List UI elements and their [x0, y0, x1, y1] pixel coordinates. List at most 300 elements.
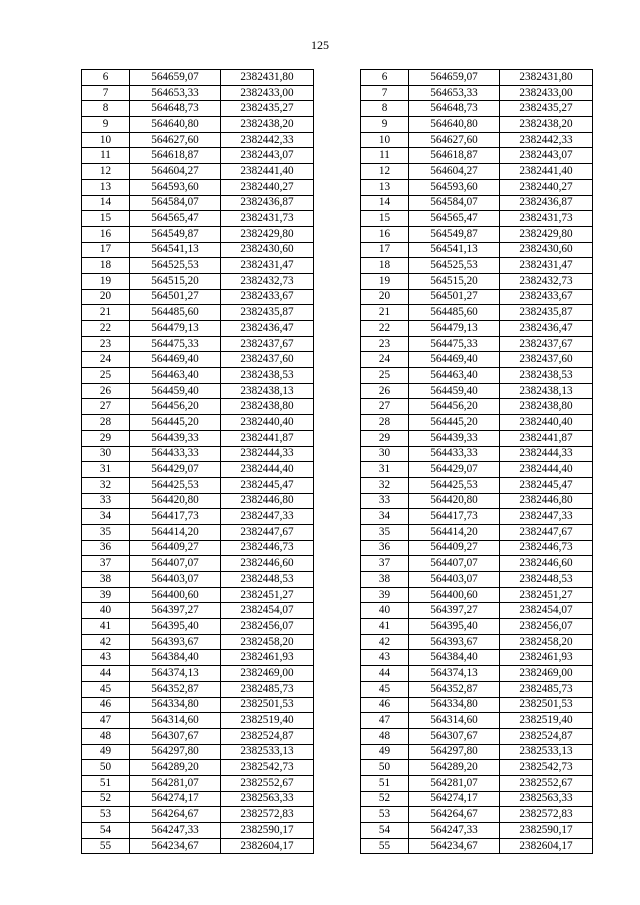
left-y-coordinate-cell: 2382444,40	[221, 462, 314, 478]
right-x-coordinate-cell: 564653,33	[409, 85, 500, 101]
right-point-number-cell: 50	[361, 760, 409, 776]
left-point-number-cell: 55	[82, 838, 130, 854]
right-point-number-cell: 11	[361, 148, 409, 164]
right-x-coordinate-cell: 564618,87	[409, 148, 500, 164]
right-y-coordinate-cell: 2382542,73	[500, 760, 593, 776]
left-point-number-cell: 53	[82, 807, 130, 823]
table-row	[82, 619, 593, 635]
right-y-coordinate-cell: 2382604,17	[500, 838, 593, 854]
table-row	[82, 634, 593, 650]
column-gap	[314, 603, 361, 619]
column-gap	[314, 132, 361, 148]
left-x-coordinate-cell: 564417,73	[130, 509, 221, 525]
column-gap	[314, 164, 361, 180]
table-row	[82, 164, 593, 180]
table-row	[82, 211, 593, 227]
table-row	[82, 101, 593, 117]
right-x-coordinate-cell: 564565,47	[409, 211, 500, 227]
column-gap	[314, 85, 361, 101]
left-point-number-cell: 38	[82, 572, 130, 588]
table-row	[82, 383, 593, 399]
left-x-coordinate-cell: 564352,87	[130, 681, 221, 697]
right-x-coordinate-cell: 564281,07	[409, 775, 500, 791]
left-x-coordinate-cell: 564425,53	[130, 477, 221, 493]
right-point-number-cell: 47	[361, 713, 409, 729]
left-point-number-cell: 24	[82, 352, 130, 368]
right-point-number-cell: 21	[361, 305, 409, 321]
column-gap	[314, 823, 361, 839]
table-row	[82, 603, 593, 619]
column-gap	[314, 697, 361, 713]
column-gap	[314, 415, 361, 431]
left-y-coordinate-cell: 2382433,00	[221, 85, 314, 101]
left-y-coordinate-cell: 2382438,53	[221, 368, 314, 384]
left-point-number-cell: 29	[82, 430, 130, 446]
left-y-coordinate-cell: 2382432,73	[221, 273, 314, 289]
table-row	[82, 446, 593, 462]
right-point-number-cell: 30	[361, 446, 409, 462]
table-row	[82, 728, 593, 744]
left-point-number-cell: 52	[82, 791, 130, 807]
column-gap	[314, 321, 361, 337]
right-point-number-cell: 52	[361, 791, 409, 807]
left-x-coordinate-cell: 564264,67	[130, 807, 221, 823]
right-point-number-cell: 22	[361, 321, 409, 337]
left-point-number-cell: 45	[82, 681, 130, 697]
left-y-coordinate-cell: 2382542,73	[221, 760, 314, 776]
left-x-coordinate-cell: 564469,40	[130, 352, 221, 368]
right-y-coordinate-cell: 2382456,07	[500, 619, 593, 635]
right-x-coordinate-cell: 564384,40	[409, 650, 500, 666]
right-x-coordinate-cell: 564247,33	[409, 823, 500, 839]
right-point-number-cell: 35	[361, 524, 409, 540]
column-gap	[314, 70, 361, 86]
right-x-coordinate-cell: 564420,80	[409, 493, 500, 509]
left-point-number-cell: 25	[82, 368, 130, 384]
left-point-number-cell: 20	[82, 289, 130, 305]
table-row	[82, 195, 593, 211]
left-x-coordinate-cell: 564289,20	[130, 760, 221, 776]
column-gap	[314, 666, 361, 682]
column-gap	[314, 117, 361, 133]
left-y-coordinate-cell: 2382429,80	[221, 226, 314, 242]
column-gap	[314, 775, 361, 791]
right-point-number-cell: 27	[361, 399, 409, 415]
column-gap	[314, 728, 361, 744]
left-point-number-cell: 32	[82, 477, 130, 493]
column-gap	[314, 305, 361, 321]
right-point-number-cell: 36	[361, 540, 409, 556]
left-y-coordinate-cell: 2382445,47	[221, 477, 314, 493]
right-y-coordinate-cell: 2382440,27	[500, 179, 593, 195]
right-y-coordinate-cell: 2382433,00	[500, 85, 593, 101]
right-x-coordinate-cell: 564475,33	[409, 336, 500, 352]
table-row	[82, 132, 593, 148]
right-point-number-cell: 26	[361, 383, 409, 399]
right-y-coordinate-cell: 2382533,13	[500, 744, 593, 760]
left-point-number-cell: 48	[82, 728, 130, 744]
left-y-coordinate-cell: 2382430,60	[221, 242, 314, 258]
table-row	[82, 650, 593, 666]
right-point-number-cell: 32	[361, 477, 409, 493]
left-x-coordinate-cell: 564307,67	[130, 728, 221, 744]
left-x-coordinate-cell: 564653,33	[130, 85, 221, 101]
left-x-coordinate-cell: 564400,60	[130, 587, 221, 603]
left-x-coordinate-cell: 564234,67	[130, 838, 221, 854]
table-row	[82, 273, 593, 289]
right-point-number-cell: 17	[361, 242, 409, 258]
right-y-coordinate-cell: 2382443,07	[500, 148, 593, 164]
left-x-coordinate-cell: 564456,20	[130, 399, 221, 415]
left-point-number-cell: 41	[82, 619, 130, 635]
right-y-coordinate-cell: 2382447,67	[500, 524, 593, 540]
right-y-coordinate-cell: 2382435,87	[500, 305, 593, 321]
left-x-coordinate-cell: 564409,27	[130, 540, 221, 556]
right-y-coordinate-cell: 2382438,13	[500, 383, 593, 399]
left-y-coordinate-cell: 2382590,17	[221, 823, 314, 839]
column-gap	[314, 226, 361, 242]
right-y-coordinate-cell: 2382448,53	[500, 572, 593, 588]
left-point-number-cell: 14	[82, 195, 130, 211]
left-y-coordinate-cell: 2382436,87	[221, 195, 314, 211]
left-y-coordinate-cell: 2382438,80	[221, 399, 314, 415]
left-point-number-cell: 22	[82, 321, 130, 337]
column-gap	[314, 760, 361, 776]
right-point-number-cell: 48	[361, 728, 409, 744]
table-row	[82, 258, 593, 274]
table-row	[82, 289, 593, 305]
left-point-number-cell: 11	[82, 148, 130, 164]
left-x-coordinate-cell: 564297,80	[130, 744, 221, 760]
right-point-number-cell: 43	[361, 650, 409, 666]
right-y-coordinate-cell: 2382436,87	[500, 195, 593, 211]
column-gap	[314, 477, 361, 493]
table-row	[82, 775, 593, 791]
right-x-coordinate-cell: 564463,40	[409, 368, 500, 384]
left-x-coordinate-cell: 564433,33	[130, 446, 221, 462]
column-gap	[314, 791, 361, 807]
right-x-coordinate-cell: 564274,17	[409, 791, 500, 807]
left-y-coordinate-cell: 2382451,27	[221, 587, 314, 603]
right-y-coordinate-cell: 2382446,60	[500, 556, 593, 572]
right-x-coordinate-cell: 564433,33	[409, 446, 500, 462]
column-gap	[314, 148, 361, 164]
left-y-coordinate-cell: 2382447,33	[221, 509, 314, 525]
right-point-number-cell: 39	[361, 587, 409, 603]
left-y-coordinate-cell: 2382461,93	[221, 650, 314, 666]
right-y-coordinate-cell: 2382429,80	[500, 226, 593, 242]
left-point-number-cell: 33	[82, 493, 130, 509]
right-point-number-cell: 20	[361, 289, 409, 305]
right-point-number-cell: 25	[361, 368, 409, 384]
right-x-coordinate-cell: 564234,67	[409, 838, 500, 854]
left-x-coordinate-cell: 564475,33	[130, 336, 221, 352]
right-point-number-cell: 31	[361, 462, 409, 478]
right-y-coordinate-cell: 2382451,27	[500, 587, 593, 603]
right-y-coordinate-cell: 2382432,73	[500, 273, 593, 289]
left-y-coordinate-cell: 2382469,00	[221, 666, 314, 682]
right-x-coordinate-cell: 564604,27	[409, 164, 500, 180]
right-point-number-cell: 45	[361, 681, 409, 697]
left-y-coordinate-cell: 2382443,07	[221, 148, 314, 164]
left-x-coordinate-cell: 564414,20	[130, 524, 221, 540]
column-gap	[314, 430, 361, 446]
right-point-number-cell: 38	[361, 572, 409, 588]
right-x-coordinate-cell: 564469,40	[409, 352, 500, 368]
left-y-coordinate-cell: 2382456,07	[221, 619, 314, 635]
right-y-coordinate-cell: 2382444,33	[500, 446, 593, 462]
right-y-coordinate-cell: 2382524,87	[500, 728, 593, 744]
table-row	[82, 352, 593, 368]
right-y-coordinate-cell: 2382430,60	[500, 242, 593, 258]
right-point-number-cell: 24	[361, 352, 409, 368]
left-point-number-cell: 44	[82, 666, 130, 682]
coordinates-table	[81, 69, 593, 854]
left-y-coordinate-cell: 2382431,73	[221, 211, 314, 227]
left-point-number-cell: 27	[82, 399, 130, 415]
column-gap	[314, 101, 361, 117]
left-point-number-cell: 13	[82, 179, 130, 195]
table-row	[82, 117, 593, 133]
column-gap	[314, 289, 361, 305]
table-row	[82, 713, 593, 729]
left-point-number-cell: 17	[82, 242, 130, 258]
column-gap	[314, 807, 361, 823]
right-x-coordinate-cell: 564640,80	[409, 117, 500, 133]
left-point-number-cell: 18	[82, 258, 130, 274]
column-gap	[314, 383, 361, 399]
left-y-coordinate-cell: 2382501,53	[221, 697, 314, 713]
table-row	[82, 509, 593, 525]
left-y-coordinate-cell: 2382444,33	[221, 446, 314, 462]
table-row	[82, 681, 593, 697]
left-x-coordinate-cell: 564407,07	[130, 556, 221, 572]
left-y-coordinate-cell: 2382440,27	[221, 179, 314, 195]
left-x-coordinate-cell: 564627,60	[130, 132, 221, 148]
left-point-number-cell: 35	[82, 524, 130, 540]
right-point-number-cell: 49	[361, 744, 409, 760]
table-row	[82, 415, 593, 431]
left-x-coordinate-cell: 564429,07	[130, 462, 221, 478]
right-y-coordinate-cell: 2382437,67	[500, 336, 593, 352]
right-point-number-cell: 55	[361, 838, 409, 854]
column-gap	[314, 650, 361, 666]
column-gap	[314, 744, 361, 760]
left-x-coordinate-cell: 564485,60	[130, 305, 221, 321]
left-x-coordinate-cell: 564459,40	[130, 383, 221, 399]
left-point-number-cell: 28	[82, 415, 130, 431]
left-y-coordinate-cell: 2382446,60	[221, 556, 314, 572]
left-y-coordinate-cell: 2382563,33	[221, 791, 314, 807]
right-y-coordinate-cell: 2382438,20	[500, 117, 593, 133]
right-x-coordinate-cell: 564400,60	[409, 587, 500, 603]
left-y-coordinate-cell: 2382447,67	[221, 524, 314, 540]
left-point-number-cell: 36	[82, 540, 130, 556]
table-row	[82, 791, 593, 807]
table-row	[82, 572, 593, 588]
right-point-number-cell: 16	[361, 226, 409, 242]
right-point-number-cell: 10	[361, 132, 409, 148]
column-gap	[314, 540, 361, 556]
left-y-coordinate-cell: 2382436,47	[221, 321, 314, 337]
left-y-coordinate-cell: 2382435,87	[221, 305, 314, 321]
right-x-coordinate-cell: 564659,07	[409, 70, 500, 86]
right-point-number-cell: 8	[361, 101, 409, 117]
left-x-coordinate-cell: 564384,40	[130, 650, 221, 666]
right-x-coordinate-cell: 564289,20	[409, 760, 500, 776]
right-x-coordinate-cell: 564584,07	[409, 195, 500, 211]
left-point-number-cell: 26	[82, 383, 130, 399]
right-x-coordinate-cell: 564403,07	[409, 572, 500, 588]
right-x-coordinate-cell: 564425,53	[409, 477, 500, 493]
right-y-coordinate-cell: 2382435,27	[500, 101, 593, 117]
left-y-coordinate-cell: 2382437,67	[221, 336, 314, 352]
left-y-coordinate-cell: 2382448,53	[221, 572, 314, 588]
right-x-coordinate-cell: 564485,60	[409, 305, 500, 321]
left-y-coordinate-cell: 2382552,67	[221, 775, 314, 791]
column-gap	[314, 211, 361, 227]
column-gap	[314, 399, 361, 415]
table-row	[82, 666, 593, 682]
right-y-coordinate-cell: 2382572,83	[500, 807, 593, 823]
right-y-coordinate-cell: 2382501,53	[500, 697, 593, 713]
right-y-coordinate-cell: 2382431,73	[500, 211, 593, 227]
right-x-coordinate-cell: 564445,20	[409, 415, 500, 431]
left-point-number-cell: 30	[82, 446, 130, 462]
right-x-coordinate-cell: 564307,67	[409, 728, 500, 744]
right-y-coordinate-cell: 2382431,80	[500, 70, 593, 86]
column-gap	[314, 273, 361, 289]
left-y-coordinate-cell: 2382431,80	[221, 70, 314, 86]
right-point-number-cell: 6	[361, 70, 409, 86]
left-x-coordinate-cell: 564393,67	[130, 634, 221, 650]
right-y-coordinate-cell: 2382442,33	[500, 132, 593, 148]
table-row	[82, 744, 593, 760]
right-x-coordinate-cell: 564479,13	[409, 321, 500, 337]
left-point-number-cell: 37	[82, 556, 130, 572]
column-gap	[314, 509, 361, 525]
right-x-coordinate-cell: 564264,67	[409, 807, 500, 823]
right-y-coordinate-cell: 2382469,00	[500, 666, 593, 682]
right-point-number-cell: 29	[361, 430, 409, 446]
right-point-number-cell: 42	[361, 634, 409, 650]
left-x-coordinate-cell: 564420,80	[130, 493, 221, 509]
right-y-coordinate-cell: 2382433,67	[500, 289, 593, 305]
left-point-number-cell: 8	[82, 101, 130, 117]
left-point-number-cell: 10	[82, 132, 130, 148]
right-y-coordinate-cell: 2382431,47	[500, 258, 593, 274]
column-gap	[314, 242, 361, 258]
table-row	[82, 524, 593, 540]
left-x-coordinate-cell: 564334,80	[130, 697, 221, 713]
table-row	[82, 477, 593, 493]
right-y-coordinate-cell: 2382445,47	[500, 477, 593, 493]
left-y-coordinate-cell: 2382441,87	[221, 430, 314, 446]
left-point-number-cell: 47	[82, 713, 130, 729]
right-x-coordinate-cell: 564627,60	[409, 132, 500, 148]
table-row	[82, 368, 593, 384]
right-y-coordinate-cell: 2382519,40	[500, 713, 593, 729]
column-gap	[314, 524, 361, 540]
table-row	[82, 148, 593, 164]
column-gap	[314, 838, 361, 854]
column-gap	[314, 619, 361, 635]
right-x-coordinate-cell: 564414,20	[409, 524, 500, 540]
table-row	[82, 760, 593, 776]
table-row	[82, 179, 593, 195]
right-point-number-cell: 46	[361, 697, 409, 713]
right-y-coordinate-cell: 2382436,47	[500, 321, 593, 337]
left-x-coordinate-cell: 564565,47	[130, 211, 221, 227]
right-point-number-cell: 12	[361, 164, 409, 180]
left-x-coordinate-cell: 564640,80	[130, 117, 221, 133]
right-x-coordinate-cell: 564515,20	[409, 273, 500, 289]
right-y-coordinate-cell: 2382461,93	[500, 650, 593, 666]
page-number: 125	[311, 38, 329, 52]
left-x-coordinate-cell: 564247,33	[130, 823, 221, 839]
right-y-coordinate-cell: 2382454,07	[500, 603, 593, 619]
left-x-coordinate-cell: 564525,53	[130, 258, 221, 274]
right-x-coordinate-cell: 564297,80	[409, 744, 500, 760]
left-y-coordinate-cell: 2382437,60	[221, 352, 314, 368]
table-row	[82, 462, 593, 478]
right-y-coordinate-cell: 2382446,73	[500, 540, 593, 556]
left-x-coordinate-cell: 564439,33	[130, 430, 221, 446]
left-point-number-cell: 54	[82, 823, 130, 839]
column-gap	[314, 258, 361, 274]
right-x-coordinate-cell: 564648,73	[409, 101, 500, 117]
column-gap	[314, 179, 361, 195]
right-x-coordinate-cell: 564314,60	[409, 713, 500, 729]
left-point-number-cell: 16	[82, 226, 130, 242]
right-point-number-cell: 44	[361, 666, 409, 682]
left-y-coordinate-cell: 2382519,40	[221, 713, 314, 729]
left-x-coordinate-cell: 564604,27	[130, 164, 221, 180]
right-y-coordinate-cell: 2382441,40	[500, 164, 593, 180]
column-gap	[314, 195, 361, 211]
left-x-coordinate-cell: 564397,27	[130, 603, 221, 619]
left-point-number-cell: 15	[82, 211, 130, 227]
right-x-coordinate-cell: 564407,07	[409, 556, 500, 572]
right-y-coordinate-cell: 2382440,40	[500, 415, 593, 431]
right-y-coordinate-cell: 2382485,73	[500, 681, 593, 697]
left-x-coordinate-cell: 564445,20	[130, 415, 221, 431]
right-x-coordinate-cell: 564456,20	[409, 399, 500, 415]
left-y-coordinate-cell: 2382533,13	[221, 744, 314, 760]
left-point-number-cell: 6	[82, 70, 130, 86]
left-point-number-cell: 23	[82, 336, 130, 352]
right-x-coordinate-cell: 564374,13	[409, 666, 500, 682]
left-point-number-cell: 43	[82, 650, 130, 666]
left-x-coordinate-cell: 564515,20	[130, 273, 221, 289]
right-x-coordinate-cell: 564525,53	[409, 258, 500, 274]
left-point-number-cell: 42	[82, 634, 130, 650]
column-gap	[314, 556, 361, 572]
left-point-number-cell: 12	[82, 164, 130, 180]
left-point-number-cell: 9	[82, 117, 130, 133]
left-x-coordinate-cell: 564618,87	[130, 148, 221, 164]
left-point-number-cell: 50	[82, 760, 130, 776]
left-y-coordinate-cell: 2382441,40	[221, 164, 314, 180]
column-gap	[314, 681, 361, 697]
right-point-number-cell: 13	[361, 179, 409, 195]
table-row	[82, 838, 593, 854]
column-gap	[314, 446, 361, 462]
left-x-coordinate-cell: 564274,17	[130, 791, 221, 807]
left-point-number-cell: 7	[82, 85, 130, 101]
left-x-coordinate-cell: 564659,07	[130, 70, 221, 86]
left-point-number-cell: 49	[82, 744, 130, 760]
